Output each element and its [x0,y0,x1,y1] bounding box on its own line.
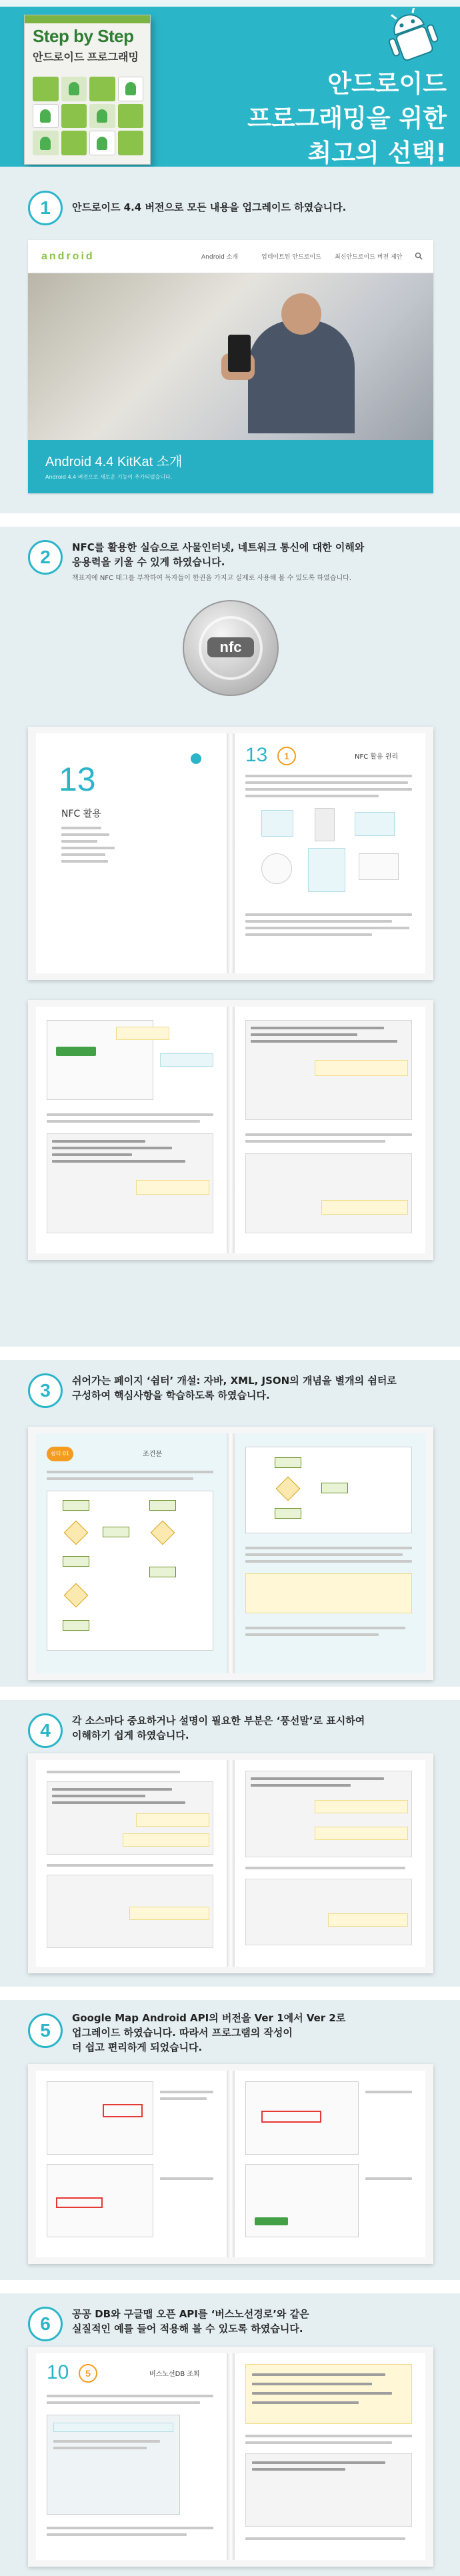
body-text-line [47,2533,187,2536]
cover-tile [61,77,87,101]
body-text-line [160,2097,207,2100]
kitkat-banner-subtitle: Android 4.4 버전으로 새로운 기능이 추가되었습니다. [45,474,173,480]
book-cover-robot-grid [33,77,143,155]
feature-text [72,540,445,569]
toc-line [61,847,115,849]
left-page [36,2353,227,2560]
body-text-line [245,927,409,929]
body-text-line [160,2091,213,2093]
body-text-line [47,1113,213,1116]
terminal-diagram [359,853,399,880]
right-page [235,2353,425,2560]
callout-balloon [328,1913,408,1927]
feature-section-5 [0,2000,460,2280]
toc-line [61,833,109,836]
kitkat-banner [28,440,433,493]
right-page [235,1760,425,1967]
hero-top-stripe [0,0,460,7]
hero-heading-line: 프로그래밍을 위한 [247,104,447,133]
body-text-line [53,2440,160,2443]
android-site-screenshot [28,240,433,493]
android-robot-icon [97,109,107,123]
toc-line [61,840,97,843]
body-text-line [245,775,412,777]
device-diagram [261,810,293,837]
book-subtitle: 안드로이드 프로그래밍 [33,52,139,63]
callout-balloon [315,1800,408,1813]
phone-diagram [315,808,335,841]
book-spine [227,1760,235,1967]
body-text-line [47,2395,213,2397]
book-spine [227,1433,235,1673]
callout-balloon [129,1907,209,1920]
left-page [36,1433,227,1673]
code-line [251,1027,384,1029]
android-nav-item: 최신안드로이드 버전 제안 [335,254,403,261]
body-text-line [245,1553,403,1556]
feature-text-line: 구성하여 핵심사항을 학습하도록 하였습니다. [72,1389,270,1401]
console-screenshot [245,2164,359,2237]
code-line [52,1147,172,1149]
code-listing [245,1879,412,1945]
book-cover-band [25,15,150,23]
feature-subtext: 책표지에 NFC 태그를 부착하여 독자들이 한권을 가지고 실제로 사용해 볼 수 있도록 하였습니다. [72,575,351,582]
callout-balloon [136,1813,209,1827]
callout-balloon [160,1053,213,1067]
cover-tile [33,104,59,129]
feature-text-line: 업그레이드 하였습니다. 따라서 프로그램의 작성이 [72,2027,293,2039]
feature-text [72,2307,445,2336]
callout-balloon [315,1827,408,1840]
code-line [251,1784,351,1787]
table-line [252,2383,372,2385]
chapter-number: 13 [245,744,268,766]
cover-tile [89,131,115,155]
feature-text-line: 공공 DB와 구글맵 오픈 API를 ‘버스노선경로’와 같은 [72,2308,309,2320]
hero-heading-line: 최고의 선택! [307,139,447,167]
photo-person [248,320,355,433]
table-line [252,2401,359,2404]
code-line [252,2461,385,2464]
kitkat-banner-title: Android 4.4 KitKat 소개 [45,455,183,469]
section-title: NFC 활용 원리 [355,753,399,761]
feature-number: 4 [28,1713,63,1748]
cover-tile [118,104,144,129]
book-spread-code [28,1000,433,1260]
book-spread-balloons [28,1753,433,1973]
callout-balloon [315,1060,408,1076]
left-page [36,1760,227,1967]
feature-text-line: Google Map Android API의 버전을 Ver 1에서 Ver 2로 [72,2012,346,2024]
section-title: 버스노선DB 조회 [149,2371,200,2378]
android-nav-item: 업데이트된 안드로이드 [261,254,321,261]
cover-tile [118,77,144,101]
book-spread-google-map [28,2064,433,2264]
feature-text [72,1373,445,1403]
callout-balloon [116,1027,169,1040]
body-text-line [245,2435,412,2437]
callout-balloon [321,1200,408,1215]
body-text-line [47,1771,180,1773]
feature-section-4 [0,1700,460,1987]
photo-phone [228,335,251,372]
android-robot-icon [40,137,51,150]
cover-tile [118,131,144,155]
body-text-line [365,2177,412,2180]
flow-node [149,1500,176,1511]
site-header [53,2423,173,2432]
left-page [36,733,227,973]
body-text-line [47,2527,213,2529]
code-line [52,1160,185,1163]
body-text-line [245,1627,405,1629]
body-text-line [47,1120,200,1123]
book-cover [24,15,151,165]
feature-text-line: 쉬어가는 페이지 ‘쉼터’ 개설: 자바, XML, JSON의 개념을 별개의 쉼터로 [72,1375,397,1387]
android-site-nav [28,240,433,273]
flow-node [63,1556,89,1567]
cover-tile [61,131,87,155]
flow-node [275,1508,301,1519]
code-line [52,1140,145,1143]
book-spine [227,2071,235,2257]
feature-text-line: 이해하기 쉽게 하였습니다. [72,1729,189,1741]
code-line [251,1033,357,1036]
feature-number: 2 [28,540,63,575]
feature-text: 안드로이드 4.4 버전으로 모든 내용을 업그레이드 하였습니다. [72,201,347,213]
chapter-number: 10 [47,2361,69,2383]
body-text-line [245,781,408,784]
console-screenshot [47,2081,153,2155]
feature-text-line: 실질적인 예를 들어 적용해 볼 수 있도록 하였습니다. [72,2323,303,2335]
shelter-title: 조건문 [143,1451,162,1458]
body-text-line [47,2401,200,2404]
ui-button-figure [56,1047,96,1056]
code-line [252,2468,345,2471]
toc-line [61,860,108,863]
code-line [52,1795,145,1797]
chapter-title: NFC 활용 [61,809,101,819]
body-text-line [245,1867,405,1869]
body-text-line [365,2091,412,2093]
right-page [235,1433,425,1673]
cover-tile [33,77,59,101]
flow-node [63,1620,89,1631]
body-text-line [245,795,379,797]
note-box [245,1573,412,1613]
body-text-line [245,1547,412,1549]
feature-number: 1 [28,191,63,225]
table-line [252,2373,385,2376]
code-listing [245,1153,412,1233]
feature-section-1 [0,167,460,513]
feature-text-line: 각 소스마다 중요하거나 설명이 필요한 부분은 ‘풍선말’로 표시하여 [72,1715,365,1727]
feature-section-2 [0,527,460,1347]
reader-diagram [355,812,395,836]
body-text-line [245,1140,385,1143]
book-spine [227,1007,235,1253]
body-text-line [245,2441,392,2444]
book-spine [227,733,235,973]
book-spread-nfc-chapter [28,727,433,980]
code-line [52,1153,132,1156]
photo-person-head [281,293,321,335]
hero-photo [28,273,433,440]
hero-banner [0,0,460,167]
feature-number: 5 [28,2013,63,2048]
body-text-line [53,2447,147,2449]
callout-balloon [123,1833,209,1847]
right-page [235,2071,425,2257]
feature-number: 3 [28,1373,63,1408]
code-listing [245,2453,412,2527]
flow-node [275,1457,301,1468]
feature-text [72,1713,445,1743]
callout-balloon [136,1180,209,1195]
body-text-line [160,2177,213,2180]
left-page [36,2071,227,2257]
body-text-line [245,788,412,791]
chapter-badge-icon [189,752,203,765]
body-text-line [47,1864,213,1867]
body-text-line [47,1471,213,1473]
feature-text-line: NFC를 활용한 실습으로 사물인터넷, 네트워크 통신에 대한 이해와 [72,541,365,553]
right-page [235,733,425,973]
code-line [52,1801,185,1804]
section-number-badge: 5 [79,2364,97,2383]
book-spread-bus-route [28,2347,433,2567]
toc-line [61,853,105,856]
book-spread-shelter [28,1427,433,1680]
body-text-line [245,933,372,936]
cover-tile [89,104,115,129]
cover-tile [61,104,87,129]
nfc-label: nfc [207,637,254,657]
table-line [252,2392,392,2395]
feature-text [72,2011,445,2055]
body-text-line [245,1633,379,1636]
body-text-line [47,1477,193,1480]
shelter-tag: 쉼터 01 [47,1447,73,1461]
android-logo: android [41,251,95,262]
highlight-box [103,2104,143,2117]
code-line [52,1788,172,1791]
code-line [251,1040,397,1043]
highlight-box [261,2111,321,2123]
flow-node [149,1567,176,1577]
body-text-line [245,913,412,916]
feature-text-line: 응용력을 키울 수 있게 하였습니다. [72,556,225,568]
section-number-badge: 1 [277,747,296,765]
android-robot-icon [97,137,107,150]
search-icon [415,252,423,260]
body-text-line [245,1133,412,1136]
feature-text-line: 더 쉽고 편리하게 되었습니다. [72,2041,203,2053]
nfc-phone-diagram [308,848,345,892]
android-robot-icon [69,82,79,95]
body-text-line [245,1560,412,1563]
tag-diagram [261,853,292,884]
book-title: Step by Step [33,26,134,46]
body-text-line [245,2537,405,2540]
chapter-number: 13 [59,761,96,798]
feature-section-3 [0,1360,460,1687]
android-robot-icon [40,109,51,123]
body-text-line [245,920,392,923]
nfc-tag-illustration [28,593,433,707]
toc-line [61,827,101,829]
ui-button-figure [255,2217,288,2225]
cover-tile [89,77,115,101]
cover-tile [33,131,59,155]
flow-node [63,1500,89,1511]
hero-heading-line: 안드로이드 [327,69,447,98]
feature-number: 6 [28,2307,63,2341]
book-spine [227,2353,235,2560]
feature-section-6 [0,2293,460,2576]
highlight-box [56,2197,103,2208]
hero-heading [193,67,447,167]
android-robot-icon [381,8,441,61]
flow-node [321,1483,348,1493]
code-line [251,1777,384,1780]
android-nav-item: Android 소개 [201,254,239,261]
left-page [36,1007,227,1253]
android-robot-icon [125,82,136,95]
right-page [235,1007,425,1253]
flow-node [103,1527,129,1537]
